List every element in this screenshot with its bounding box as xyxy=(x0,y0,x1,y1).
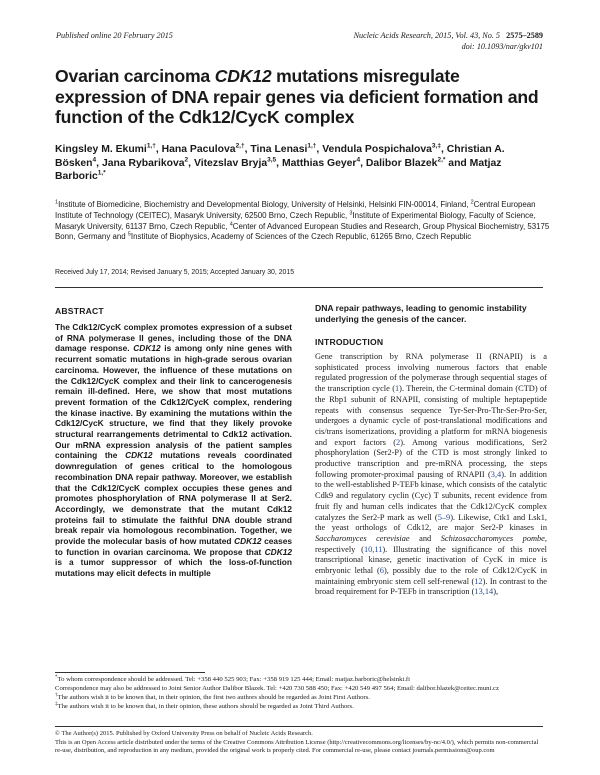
author-affiliation-marker: 1,* xyxy=(97,169,106,177)
author-name: Kingsley M. Ekumi xyxy=(55,144,147,155)
doi[interactable]: doi: 10.1093/nar/gkv101 xyxy=(461,42,543,51)
copyright-line: © The Author(s) 2015. Published by Oxford University Press on behalf of Nucleic Acids Research. xyxy=(55,730,313,737)
introduction-text: Gene transcription by RNA polymerase II (RNAPII) is a sophisticated process involving numerous factors that enable regulated progression of the polymerase through sequential stages of the transcription cycle (1). Therein, the C-terminal domain (CTD) of the Rbp1 subunit of RNAPII, consisting of multiple heptapeptide repeats with consensus sequence Tyr-Ser-Pro-Thr-Ser-Pro-Ser, undergoes a dynamic cycle of post-translational modifications and cis/trans isomerizations, providing a platform for mRNA biogenesis and export factors (2). Among various modifications, Ser2 phosphorylation (Ser2-P) of the CTD is most strongly linked to productive transcription and pre-mRNA processing, the steps following promoter-proximal pausing of RNAPII (3,4). In addition to the well-established P-TEFb kinase, which consists of the catalytic Cdk9 and regulatory cyclin (Cyc) T subunits, recent evidence from fruit fly and human cells indicates that the Cdk12/CycK complex catalyzes the Ser2-P mark as well (5–9). Likewise, Ctk1 and Lsk1, the yeast orthologs of Cdk12, are major Ser2-P kinases in Saccharomyces cerevisiae and Schizosaccharomyces pombe, respectively (10,11). Illustrating the significance of this novel transcriptional kinase, genetic inactivation of CycK in mice is embryonic lethal (6), possibly due to the role of Cdk12/CycK in maintaining embryonic stem cell self-renewal (12). In contrast to the broad requirement for P-TEFb in transcription (13,14), xyxy=(315,352,547,597)
reference-link[interactable]: 1 xyxy=(395,384,400,394)
reference-link[interactable]: 13,14 xyxy=(474,587,494,597)
affiliation-number: 3 xyxy=(349,210,353,217)
affiliation-text: Institute of Biophysics, Academy of Sciences of the Czech Republic, 61265 Brno, Czech Republic xyxy=(130,232,472,242)
affiliations xyxy=(55,200,552,243)
license-text: This is an Open Access article distributed under the terms of the Creative Commons Attribution License (http://creativecommons.org/licenses/by-nc/4.0/), which permits non-commercial re-use, distribution, and reproduction in any medium, provided the original work is properly cited. For commercial re-use, please contact journals.permissions@oup.com xyxy=(55,738,539,755)
reference-link[interactable]: 5–9 xyxy=(437,512,451,522)
author-affiliation-marker: 1,† xyxy=(146,142,156,150)
received-dates: Received July 17, 2014; Revised January 5, 2015; Accepted January 30, 2015 xyxy=(55,269,295,276)
author-affiliation-marker: 3,5 xyxy=(267,156,277,164)
introduction-heading: INTRODUCTION xyxy=(315,337,384,347)
author-affiliation-marker: 4 xyxy=(92,156,97,164)
gene-name: CDK12 xyxy=(214,66,272,86)
affiliation-number: 5 xyxy=(127,231,131,238)
author-name: Hana Paculova xyxy=(161,144,236,155)
page-range: 2575–2589 xyxy=(506,31,543,40)
affiliation-number: 2 xyxy=(470,199,474,206)
abstract-heading: ABSTRACT xyxy=(55,306,104,316)
author-name: Vitezslav Bryja xyxy=(193,157,268,169)
abstract-continuation: DNA repair pathways, leading to genomic instability underlying the genesis of the cancer. xyxy=(315,303,527,324)
reference-link[interactable]: 3,4 xyxy=(490,469,502,479)
affiliation-text: Institute of Biomedicine, Biochemistry and Developmental Biology, University of Helsinki, Helsinki FIN-00014, Finland, xyxy=(58,200,471,209)
copyright xyxy=(55,730,545,756)
journal-header xyxy=(354,30,543,52)
footnote-joint-third: ‡The authors wish it to be known that, in their opinion, these authors should be regarded as Joint Third Authors. xyxy=(55,701,354,710)
affiliation-number: 4 xyxy=(229,220,233,227)
article-title: Ovarian carcinoma CDK12 mutations misregulate expression of DNA repair genes via deficient formation and function of the Cdk12/CycK complex xyxy=(55,66,539,127)
author-name: Matjaz Barboric xyxy=(55,157,502,183)
footnote-correspondence: *To whom correspondence should be addressed. Tel: +358 440 525 903; Fax: +358 919 125 444; Email: matjaz.barboric@helsinki.fi xyxy=(55,674,411,683)
author-affiliation-marker: 3,‡ xyxy=(431,142,441,150)
author-list: Kingsley M. Ekumi$^{1,\dagger}$, Hana Paculova$^{2,\dagger}$, Tina Lenasi$^{1,\dagger}$, Vendula Pospichalova$^{3,\ddagger}$, Christian A. Bösken$^4$, Jana Rybarikova$^2$, Vitezslav Bryja$^{3,5}$, Matthias Geyer$^4$, Dalibor Blazek$^{2,*}$ and Matjaz Barboric$^{1,*}$ xyxy=(55,142,505,183)
author-affiliation-marker: 2 xyxy=(184,156,189,164)
footnote-joint-first: †The authors wish it to be known that, in their opinion, the first two authors should be regarded as Joint First Authors. xyxy=(55,692,370,701)
reference-link[interactable]: 12 xyxy=(474,576,483,586)
author-name: Tina Lenasi xyxy=(250,144,308,155)
footnotes xyxy=(55,676,545,712)
publication-date: Published online 20 February 2015 xyxy=(56,31,173,40)
affiliation-text: Central European Institute of Technology (CEITEC), Masaryk University, 62500 Brno, Czech Republic, xyxy=(55,200,536,220)
author-affiliation-marker: 2,* xyxy=(437,156,446,164)
reference-link[interactable]: 6 xyxy=(379,566,384,576)
author-affiliation-marker: 4 xyxy=(356,156,361,164)
affiliation-text: Center of Advanced European Studies and Research, Group Physical Biochemistry, 53175 Bonn, Germany and xyxy=(55,221,550,242)
author-name: Christian A. Bösken xyxy=(55,144,505,169)
reference-link[interactable]: 2 xyxy=(396,437,401,447)
footnote-divider xyxy=(55,672,205,673)
footnote-correspondence-2: Correspondence may also be addressed to Joint Senior Author Dalibor Blazek. Tel: +420 730 588 450; Fax: +420 549 497 564; Email: dalibor.blazek@ceitec.muni.cz xyxy=(55,684,499,692)
affiliation-text: Institute of Experimental Biology, Faculty of Science, Masaryk University, 61137 Brno, Czech Republic, xyxy=(55,210,536,231)
author-affiliation-marker: 1,† xyxy=(307,142,317,150)
author-name: Jana Rybarikova xyxy=(101,157,185,169)
author-affiliation-marker: 2,† xyxy=(235,142,245,150)
divider xyxy=(55,726,543,727)
reference-link[interactable]: 10,11 xyxy=(363,544,383,554)
author-name: Matthias Geyer xyxy=(281,157,357,169)
divider xyxy=(55,287,543,288)
author-name: Vendula Pospichalova xyxy=(322,144,432,155)
affiliation-number: 1 xyxy=(55,199,59,206)
author-name: Dalibor Blazek xyxy=(365,157,438,169)
journal-citation: Nucleic Acids Research, 2015, Vol. 43, No. 5 xyxy=(353,31,501,40)
abstract-text: The Cdk12/CycK complex promotes expression of a subset of RNA polymerase II genes, including those of the DNA damage response. CDK12 is among only nine genes with recurrent somatic mutations in high-grade serous ovarian carcinoma. However, the influence of these mutations on the Cdk12/CycK complex and their link to cancerogenesis remain ill-defined. Here, we show that most mutations prevent formation of the Cdk12/CycK complex, rendering the kinase inactive. By examining the mutations within the Cdk12/CycK structure, we find that they likely provoke structural rearrangements detrimental to Cdk12 activation. Our mRNA expression analysis of the patient samples containing the CDK12 mutations reveals coordinated downregulation of genes critical to the homologous recombination DNA repair pathway. Moreover, we establish that the Cdk12/CycK complex occupies these genes and promotes phosphorylation of RNA polymerase II at Ser2. Accordingly, we demonstrate that the mutant Cdk12 proteins fail to stimulate the faithful DNA double strand break repair via homologous recombination. Together, we provide the molecular basis of how mutated CDK12 ceases to function in ovarian carcinoma. We propose that CDK12 is a tumor suppressor of which the loss-of-function mutations may elicit defects in multiple xyxy=(55,322,292,579)
